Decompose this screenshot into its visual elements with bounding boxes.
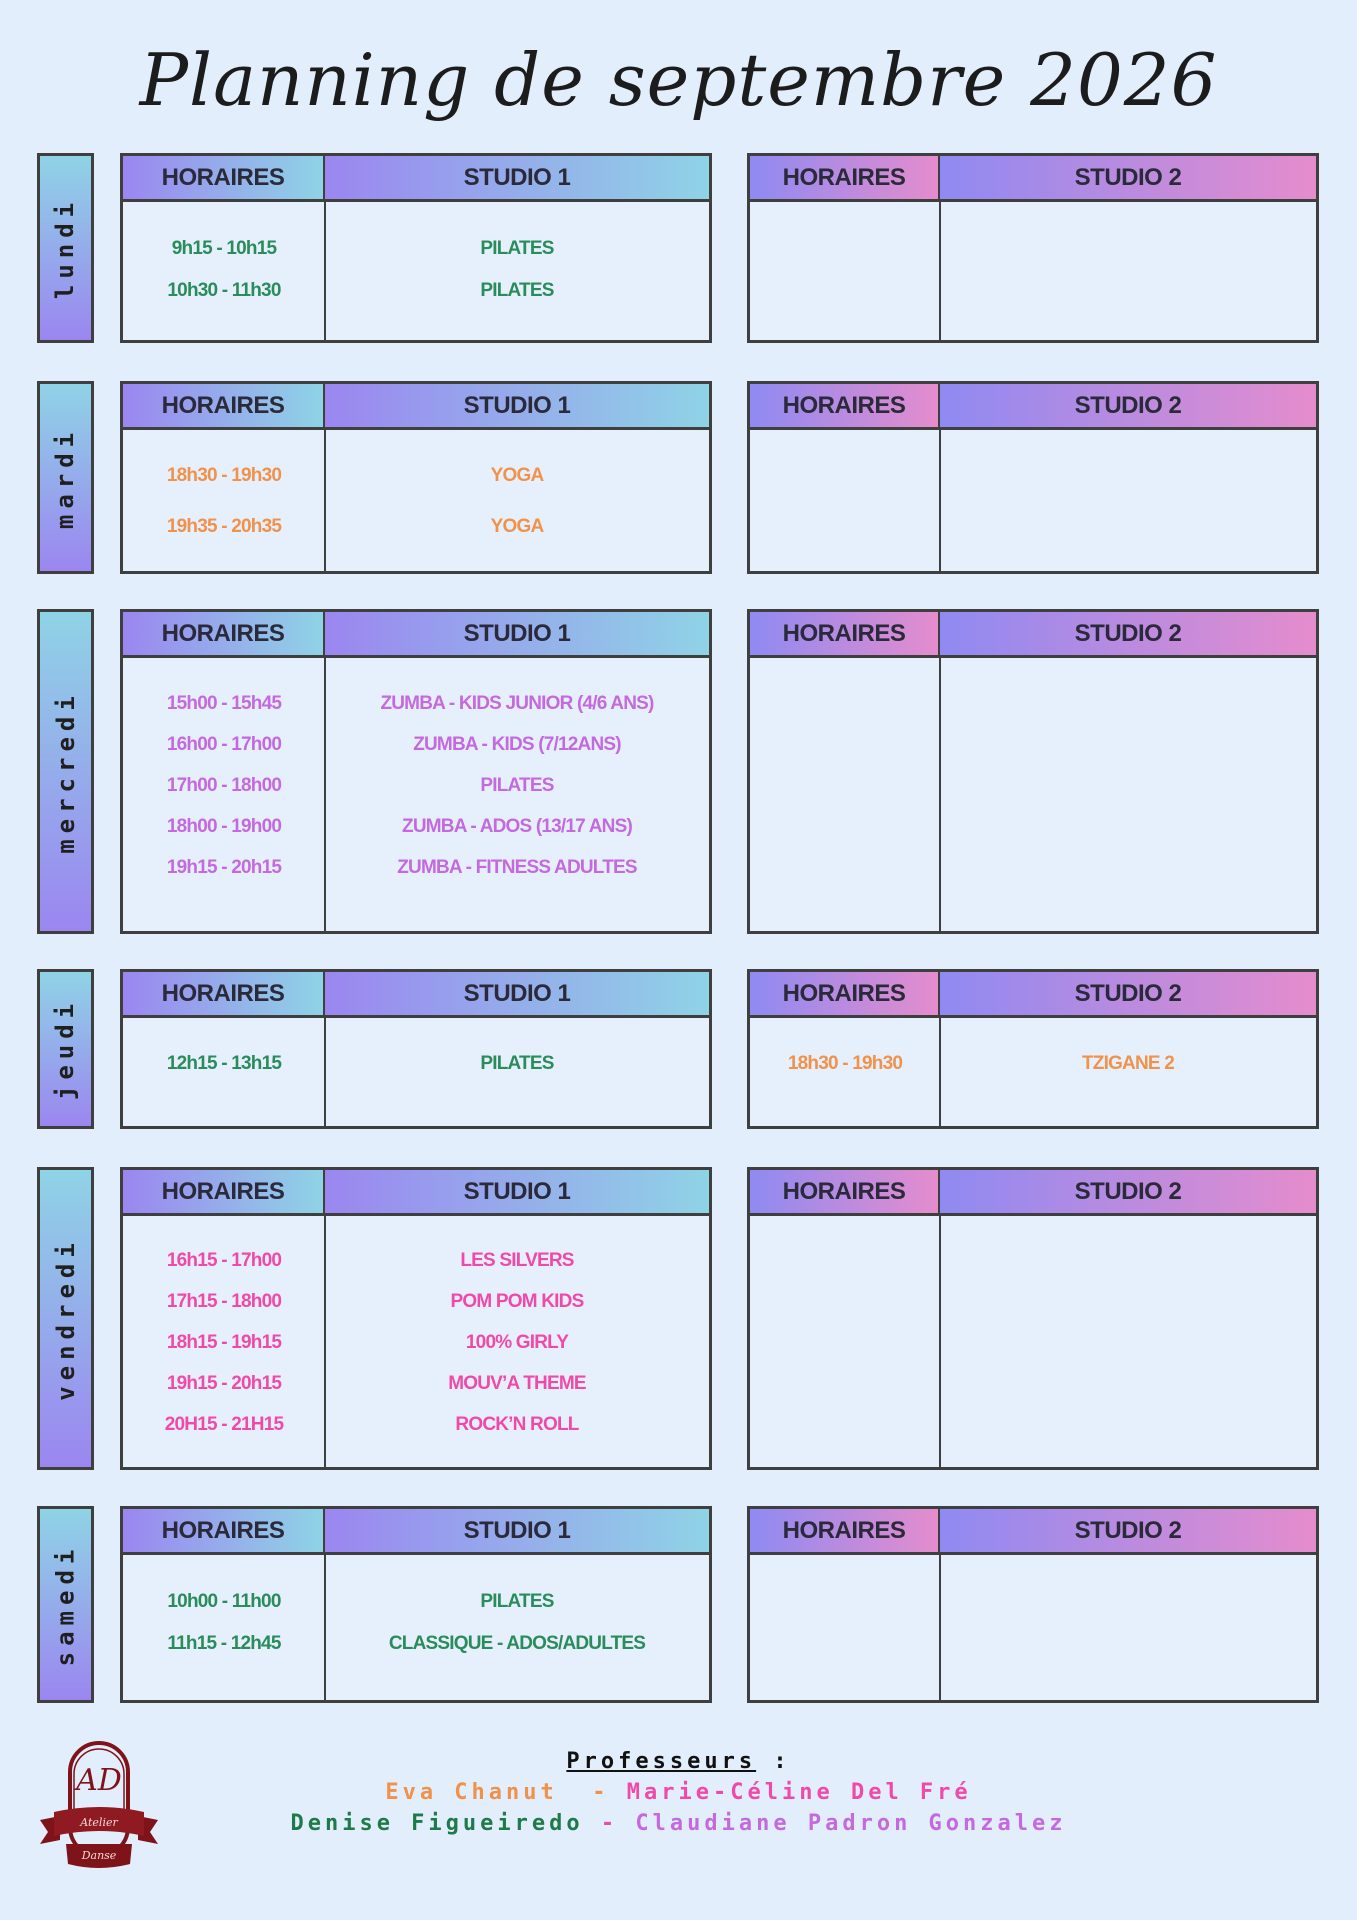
day-label-lundi [37,153,94,343]
time-cell: 16h00 - 17h00 [166,734,282,755]
table-header [123,612,709,658]
schedule-row [123,276,709,306]
course-cell: ZUMBA - KIDS JUNIOR (4/6 ANS) [380,693,654,714]
course-cell: YOGA [490,465,544,486]
teacher-name: Claudiane Padron Gonzalez [635,1811,1067,1836]
time-cell: 19h35 - 20h35 [166,516,282,537]
horaires-header: HORAIRES [750,1509,940,1552]
day-name: mercredi [51,689,80,854]
table-header [750,1509,1316,1555]
atelier-danse-logo [36,1732,162,1882]
horaires-header: HORAIRES [123,972,325,1015]
schedule-row [123,730,709,760]
studio2-table [747,969,1319,1129]
course-cell: ZUMBA - ADOS (13/17 ANS) [402,816,632,837]
studio1-table [120,1167,712,1470]
day-name: lundi [51,196,80,300]
schedule-row [123,1587,709,1617]
teachers-heading-label: Professeurs [566,1749,757,1774]
horaires-header: HORAIRES [750,972,940,1015]
time-cell: 18h15 - 19h15 [166,1332,282,1353]
time-cell: 18h00 - 19h00 [166,816,282,837]
schedule-row [123,512,709,542]
table-header [123,156,709,202]
teacher-name: - [557,1780,627,1805]
course-cell: POM POM KIDS [450,1291,584,1312]
course-cell: ZUMBA - FITNESS ADULTES [397,857,637,878]
time-cell: 17h00 - 18h00 [166,775,282,796]
teachers-line-2 [0,1811,1357,1836]
studio2-header: STUDIO 2 [940,1509,1316,1552]
time-cell: 18h30 - 19h30 [166,465,282,486]
time-cell: 16h15 - 17h00 [166,1250,282,1271]
table-header [123,1170,709,1216]
time-cell: 15h00 - 15h45 [166,693,282,714]
studio2-header: STUDIO 2 [940,156,1316,199]
day-label-vendredi [37,1167,94,1470]
table-header [123,384,709,430]
teacher-name: - [583,1811,636,1836]
time-cell: 9h15 - 10h15 [171,238,277,259]
time-cell: 20H15 - 21H15 [164,1414,284,1435]
schedule-row [123,1049,709,1079]
horaires-header: HORAIRES [750,156,940,199]
page-title: Planning de septembre 2026 [139,38,1218,122]
course-cell: TZIGANE 2 [1081,1053,1175,1074]
time-cell: 11h15 - 12h45 [167,1633,281,1654]
day-label-samedi [37,1506,94,1703]
schedule-row [123,1629,709,1659]
schedule-row [123,234,709,264]
course-cell: ZUMBA - KIDS (7/12ANS) [413,734,621,755]
table-header [123,972,709,1018]
day-name: jeudi [51,997,80,1101]
studio2-table [747,381,1319,574]
studio2-header: STUDIO 2 [940,612,1316,655]
time-cell: 10h00 - 11h00 [167,1591,281,1612]
schedule-row [123,771,709,801]
studio2-table [747,1167,1319,1470]
time-cell: 19h15 - 20h15 [166,1373,282,1394]
schedule-row [123,1328,709,1358]
course-cell: LES SILVERS [460,1250,574,1271]
studio2-header: STUDIO 2 [940,972,1316,1015]
table-header [750,612,1316,658]
studio2-table [747,153,1319,343]
course-cell: MOUV’A THEME [448,1373,586,1394]
column-divider [939,1216,941,1467]
time-cell: 17h15 - 18h00 [166,1291,282,1312]
studio1-header: STUDIO 1 [325,156,709,199]
course-cell: PILATES [480,280,554,301]
studio1-table [120,969,712,1129]
studio1-header: STUDIO 1 [325,384,709,427]
teacher-name: Eva Chanut [385,1780,558,1805]
studio2-table [747,609,1319,934]
table-header [750,384,1316,430]
column-divider [939,1555,941,1700]
teachers-heading [0,1749,1357,1774]
course-cell: PILATES [480,775,554,796]
teacher-name: Denise Figueiredo [290,1811,584,1836]
day-label-mercredi [37,609,94,934]
schedule-row [123,1287,709,1317]
column-divider [939,658,941,931]
schedule-row [123,1369,709,1399]
studio1-table [120,609,712,934]
teachers-heading-colon: : [756,1749,791,1774]
course-cell: ROCK’N ROLL [455,1414,579,1435]
schedule-row [123,812,709,842]
column-divider [324,202,326,340]
svg-text:Danse: Danse [81,1849,117,1862]
studio2-table [747,1506,1319,1703]
horaires-header: HORAIRES [750,1170,940,1213]
horaires-header: HORAIRES [123,384,325,427]
schedule-row [123,853,709,883]
day-name: samedi [51,1543,80,1666]
horaires-header: HORAIRES [123,156,325,199]
table-header [123,1509,709,1555]
studio1-table [120,153,712,343]
svg-text:Atelier: Atelier [80,1816,118,1829]
studio1-header: STUDIO 1 [325,1170,709,1213]
svg-text:AD: AD [76,1763,122,1798]
course-cell: PILATES [480,1053,554,1074]
horaires-header: HORAIRES [123,1509,325,1552]
day-label-mardi [37,381,94,574]
studio2-header: STUDIO 2 [940,384,1316,427]
table-header [750,1170,1316,1216]
time-cell: 12h15 - 13h15 [166,1053,282,1074]
horaires-header: HORAIRES [123,1170,325,1213]
studio1-table [120,1506,712,1703]
studio2-header: STUDIO 2 [940,1170,1316,1213]
time-cell: 19h15 - 20h15 [166,857,282,878]
horaires-header: HORAIRES [750,612,940,655]
column-divider [939,202,941,340]
studio1-header: STUDIO 1 [325,1509,709,1552]
studio1-header: STUDIO 1 [325,612,709,655]
course-cell: CLASSIQUE - ADOS/ADULTES [388,1633,646,1654]
course-cell: YOGA [490,516,544,537]
logo-icon [36,1732,162,1882]
teachers-line-1 [0,1780,1357,1805]
column-divider [324,1555,326,1700]
table-header [750,972,1316,1018]
studio1-table [120,381,712,574]
schedule-row [123,689,709,719]
teacher-name: Marie-Céline Del Fré [626,1780,972,1805]
time-cell: 18h30 - 19h30 [787,1053,903,1074]
course-cell: PILATES [480,238,554,259]
course-cell: PILATES [480,1591,554,1612]
column-divider [939,430,941,571]
schedule-row [123,1410,709,1440]
horaires-header: HORAIRES [123,612,325,655]
day-name: vendredi [51,1236,80,1401]
schedule-row [123,1246,709,1276]
day-name: mardi [51,426,80,529]
time-cell: 10h30 - 11h30 [167,280,281,301]
schedule-row [123,461,709,491]
horaires-header: HORAIRES [750,384,940,427]
column-divider [324,430,326,571]
studio1-header: STUDIO 1 [325,972,709,1015]
day-label-jeudi [37,969,94,1129]
course-cell: 100% GIRLY [465,1332,569,1353]
table-header [750,156,1316,202]
schedule-row [750,1049,1316,1079]
